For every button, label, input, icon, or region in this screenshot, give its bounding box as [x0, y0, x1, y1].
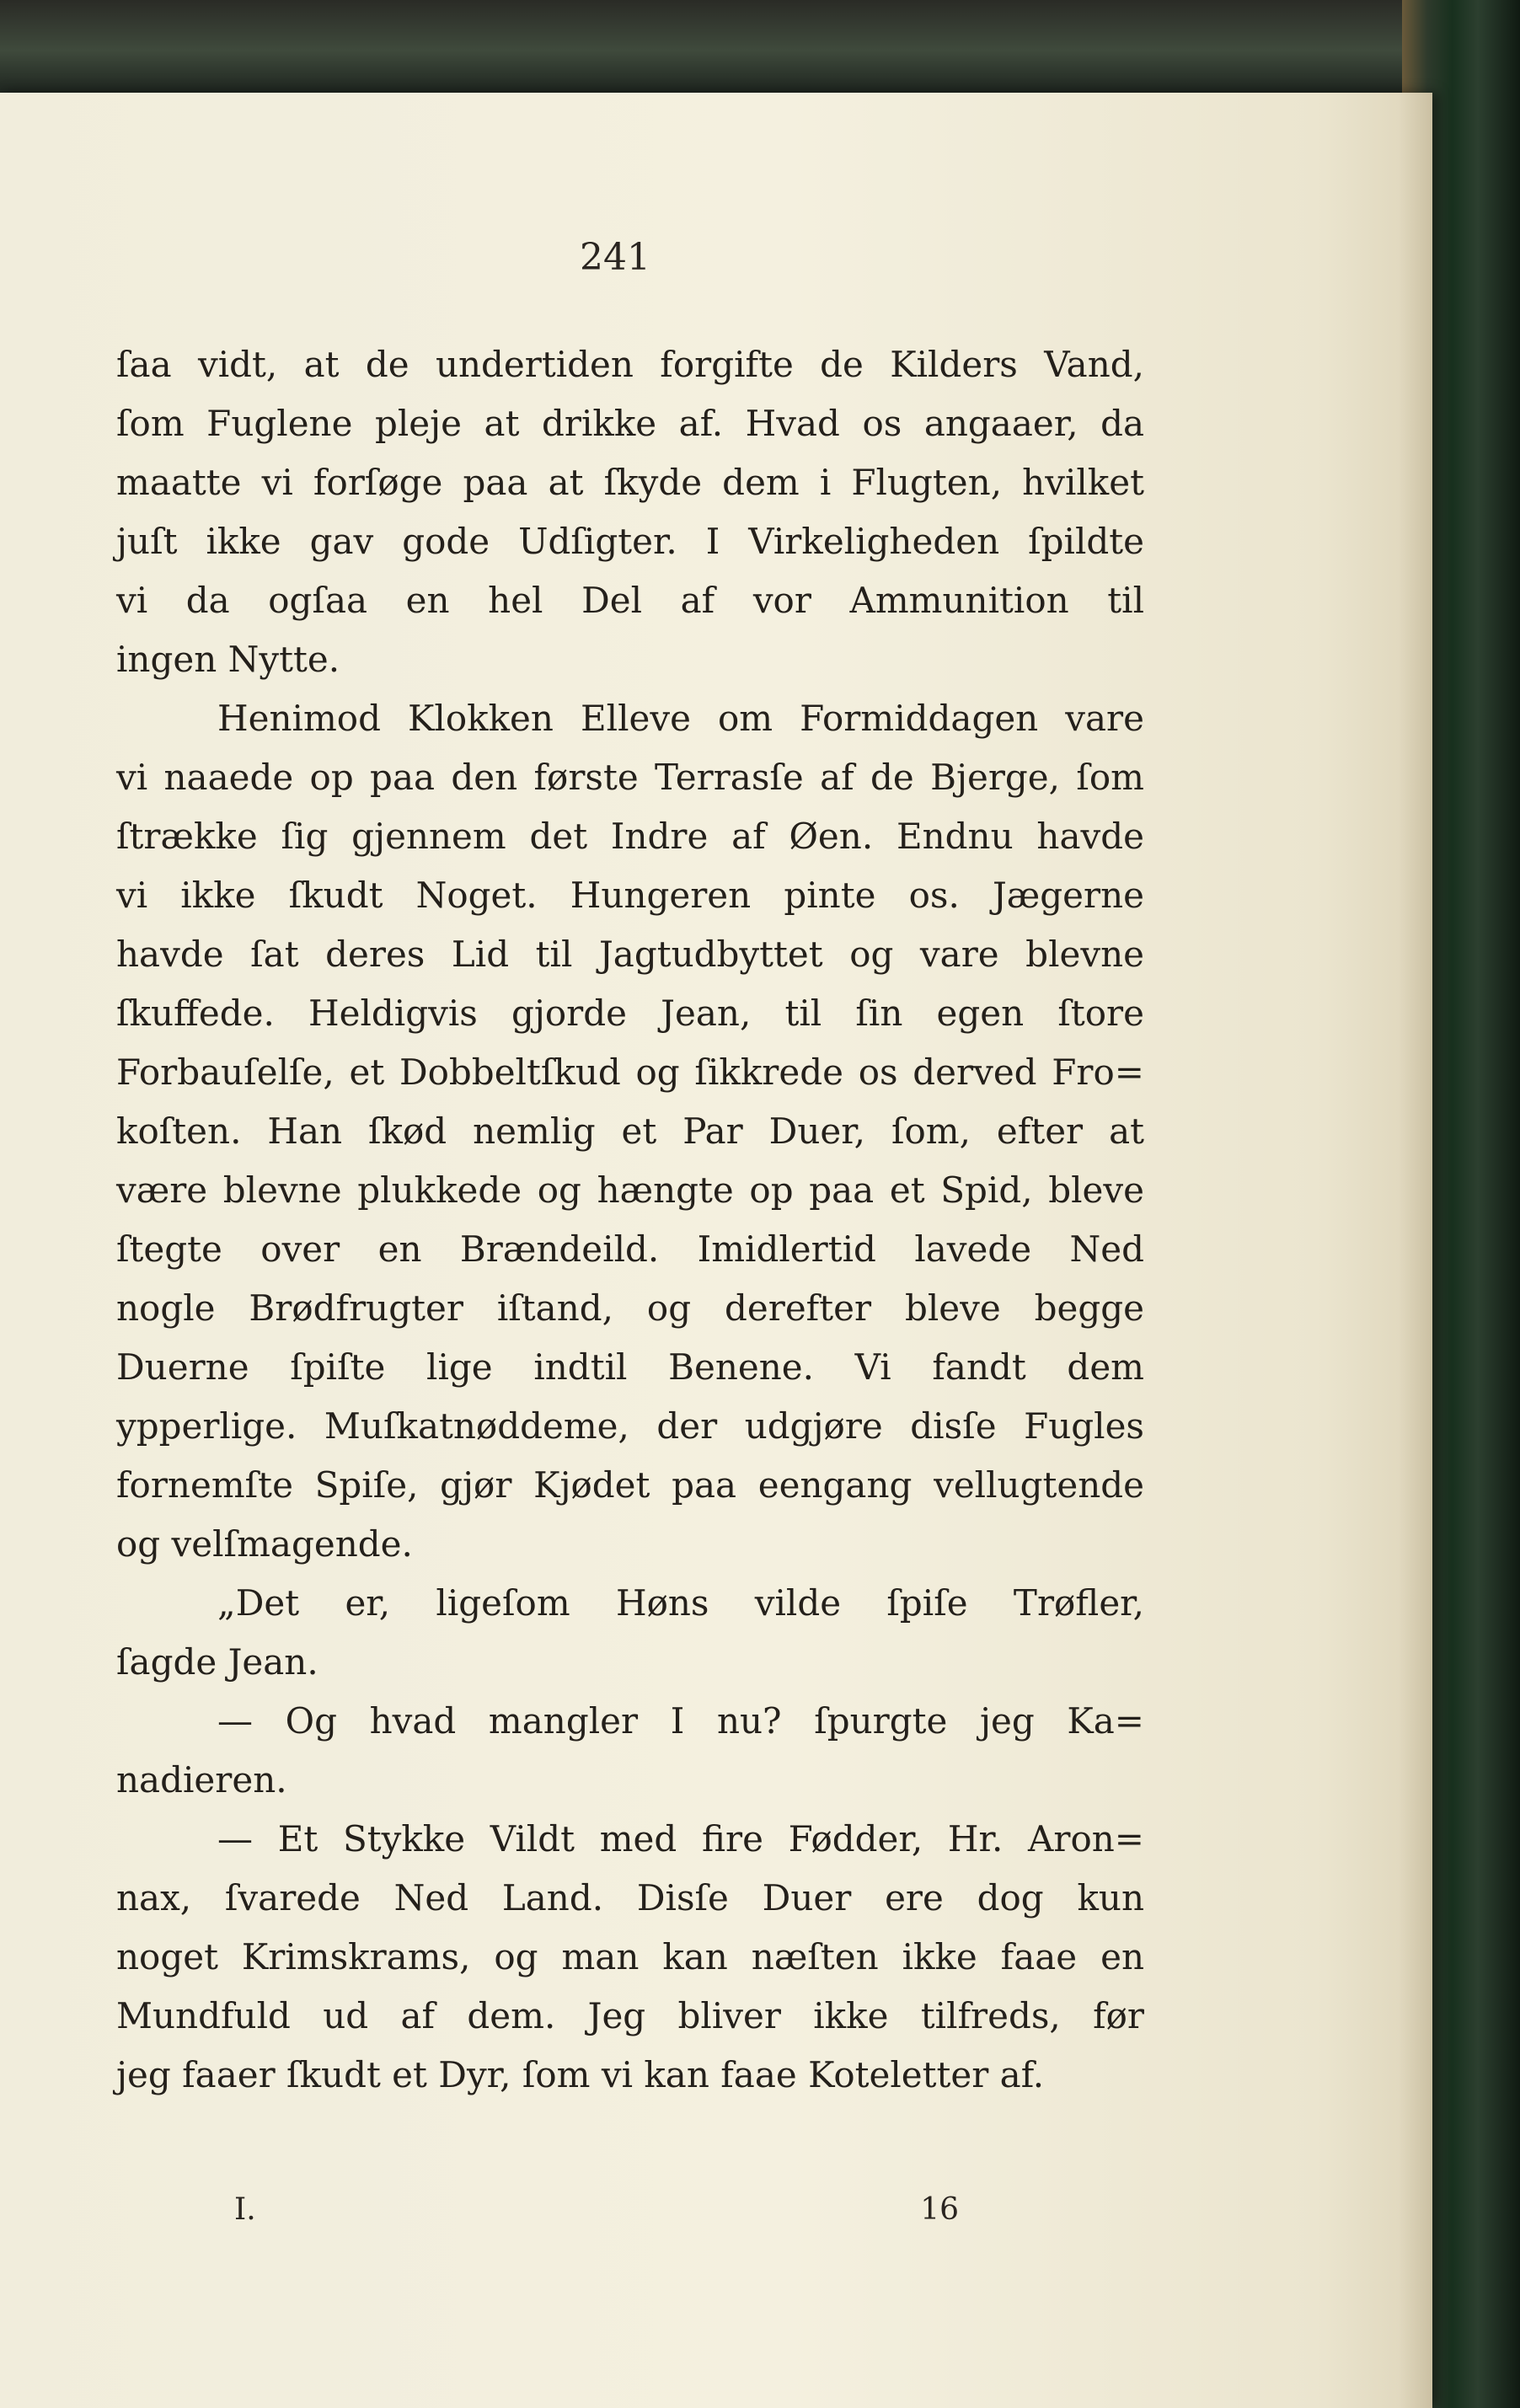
text-line: ſaa vidt, at de undertiden forgifte de Kilders Vand, — [116, 344, 1144, 385]
sheet-number: 16 — [920, 2192, 959, 2227]
text-line: og velſmagende. — [116, 1523, 413, 1565]
text-line: ſagde Jean. — [116, 1641, 318, 1683]
text-line: havde ſat deres Lid til Jagtudbyttet og vare blevne — [116, 934, 1144, 975]
text-line: Duerne ſpiſte lige indtil Benene. Vi fandt dem — [116, 1346, 1144, 1388]
text-line: maatte vi forſøge paa at ſkyde dem i Flugten, hvilket — [116, 462, 1144, 503]
text-line: vi ikke ſkudt Noget. Hungeren pinte os. Jægerne — [116, 875, 1144, 916]
text-line: Mundfuld ud af dem. Jeg bliver ikke tilfreds, før — [116, 1995, 1144, 2036]
text-line: Henimod Klokken Elleve om Formiddagen vare — [217, 698, 1144, 739]
text-line: koſten. Han ſkød nemlig et Par Duer, ſom, efter at — [116, 1110, 1144, 1152]
text-line: nax, ſvarede Ned Land. Disſe Duer ere dog kun — [116, 1877, 1144, 1918]
text-line: ſtrække ſig gjennem det Indre af Øen. Endnu havde — [116, 816, 1144, 857]
text-line: ſom Fuglene pleje at drikke af. Hvad os angaaer, da — [116, 403, 1144, 444]
text-line: — Et Stykke Vildt med fire Fødder, Hr. Aron= — [217, 1818, 1144, 1860]
text-line: ypperlige. Muſkatnøddeme, der udgjøre disſe Fugles — [116, 1405, 1144, 1447]
text-line: „Det er, ligeſom Høns vilde ſpiſe Trøfler, — [217, 1582, 1144, 1624]
text-line: jeg faaer ſkudt et Dyr, ſom vi kan faae Koteletter af. — [116, 2054, 1045, 2095]
text-line: vi naaede op paa den første Terrasſe af de Bjerge, ſom — [116, 757, 1144, 798]
text-line: være blevne plukkede og hængte op paa et Spid, bleve — [116, 1169, 1144, 1211]
text-line: ſtegte over en Brændeild. Imidlertid lavede Ned — [116, 1228, 1144, 1270]
body-text — [116, 335, 1144, 2105]
text-line: ingen Nytte. — [116, 639, 340, 680]
text-line: juſt ikke gav gode Udſigter. I Virkeligheden ſpildte — [116, 521, 1144, 562]
page-edge-shadow — [1399, 93, 1432, 2408]
text-line: — Og hvad mangler I nu? ſpurgte jeg Ka= — [217, 1700, 1144, 1742]
text-line: fornemſte Spiſe, gjør Kjødet paa eengang vellugtende — [116, 1464, 1144, 1506]
text-line: nadieren. — [116, 1759, 287, 1801]
book-page — [0, 93, 1432, 2408]
text-line: noget Krimskrams, og man kan næſten ikke faae en — [116, 1936, 1144, 1977]
text-line: Forbauſelſe, et Dobbeltſkud og ſikkrede os derved Fro= — [116, 1051, 1144, 1093]
page-number: 241 — [580, 236, 650, 279]
signature-mark: I. — [234, 2192, 256, 2227]
text-line: nogle Brødfrugter iſtand, og derefter bleve begge — [116, 1287, 1144, 1329]
text-line: ſkuffede. Heldigvis gjorde Jean, til ſin egen ſtore — [116, 993, 1144, 1034]
text-line: vi da ogſaa en hel Del af vor Ammunition til — [116, 580, 1144, 621]
